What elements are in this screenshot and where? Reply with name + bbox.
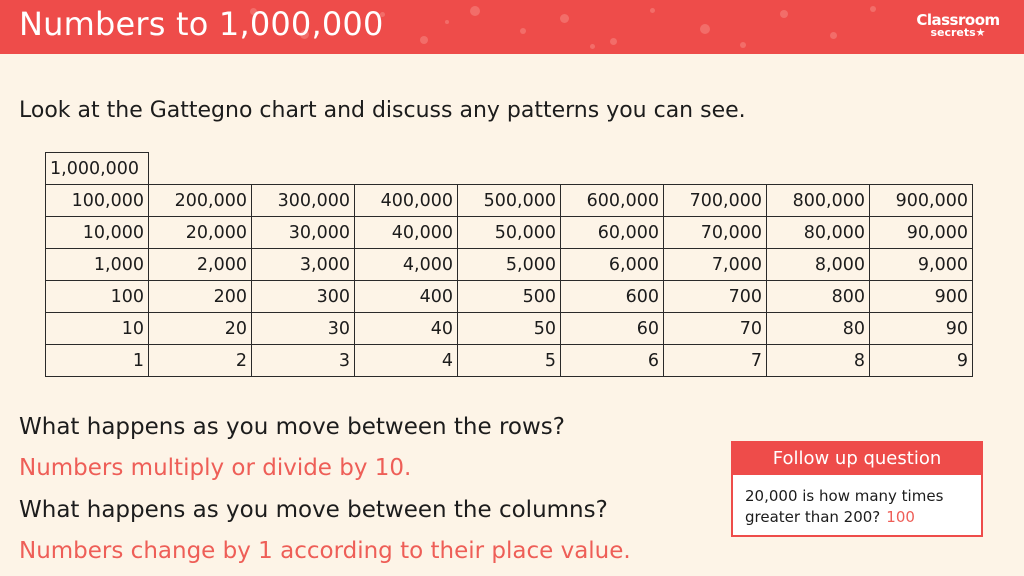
- follow-up-answer: 100: [886, 508, 915, 526]
- gattegno-cell: 600,000: [561, 185, 664, 217]
- gattegno-cell: 100: [46, 281, 149, 313]
- follow-up-text-line2: greater than 200?: [745, 508, 881, 526]
- gattegno-cell: 300: [252, 281, 355, 313]
- gattegno-cell: 40,000: [355, 217, 458, 249]
- gattegno-cell: 6,000: [561, 249, 664, 281]
- logo-line1: Classroom: [916, 11, 1000, 29]
- header-bar: [0, 0, 1024, 54]
- gattegno-cell: 40: [355, 313, 458, 345]
- follow-up-text-line1: 20,000 is how many times: [745, 487, 944, 505]
- gattegno-cell: 9,000: [870, 249, 973, 281]
- table-row: [46, 153, 973, 185]
- gattegno-cell: 9: [870, 345, 973, 377]
- gattegno-cell: 60,000: [561, 217, 664, 249]
- gattegno-cell: 200,000: [149, 185, 252, 217]
- gattegno-cell: 700: [664, 281, 767, 313]
- question-rows: What happens as you move between the rows?: [19, 414, 565, 440]
- follow-up-heading: Follow up question: [733, 443, 981, 475]
- gattegno-cell: 6: [561, 345, 664, 377]
- gattegno-cell: 900: [870, 281, 973, 313]
- gattegno-cell: 400,000: [355, 185, 458, 217]
- answer-rows: Numbers multiply or divide by 10.: [19, 455, 412, 481]
- gattegno-cell: 700,000: [664, 185, 767, 217]
- gattegno-cell: 4,000: [355, 249, 458, 281]
- gattegno-cell: 10,000: [46, 217, 149, 249]
- gattegno-cell: 3,000: [252, 249, 355, 281]
- gattegno-cell: 2,000: [149, 249, 252, 281]
- table-row: [46, 313, 973, 345]
- gattegno-cell: 1,000: [46, 249, 149, 281]
- gattegno-cell: 100,000: [46, 185, 149, 217]
- gattegno-cell: 4: [355, 345, 458, 377]
- table-row: [46, 185, 973, 217]
- gattegno-cell: 80,000: [767, 217, 870, 249]
- classroom-secrets-logo: [914, 13, 1002, 43]
- gattegno-cell: 5: [458, 345, 561, 377]
- gattegno-cell: 8,000: [767, 249, 870, 281]
- gattegno-cell: 500: [458, 281, 561, 313]
- gattegno-cell: 800,000: [767, 185, 870, 217]
- answer-columns: Numbers change by 1 according to their place value.: [19, 538, 631, 564]
- gattegno-cell: 900,000: [870, 185, 973, 217]
- gattegno-cell: 5,000: [458, 249, 561, 281]
- question-columns: What happens as you move between the columns?: [19, 497, 608, 523]
- gattegno-cell: 70: [664, 313, 767, 345]
- gattegno-cell: 60: [561, 313, 664, 345]
- follow-up-box: [731, 441, 983, 537]
- gattegno-cell: 600: [561, 281, 664, 313]
- table-row: [46, 281, 973, 313]
- table-row: [46, 217, 973, 249]
- gattegno-cell: 8: [767, 345, 870, 377]
- gattegno-cell: 50,000: [458, 217, 561, 249]
- gattegno-cell-million: 1,000,000: [46, 153, 149, 185]
- gattegno-cell: 1: [46, 345, 149, 377]
- gattegno-cell: 20,000: [149, 217, 252, 249]
- gattegno-cell: 20: [149, 313, 252, 345]
- gattegno-cell: 90: [870, 313, 973, 345]
- gattegno-cell: 30,000: [252, 217, 355, 249]
- intro-text: Look at the Gattegno chart and discuss any patterns you can see.: [19, 98, 746, 123]
- gattegno-cell: 200: [149, 281, 252, 313]
- gattegno-cell: 800: [767, 281, 870, 313]
- page-title: Numbers to 1,000,000: [19, 5, 384, 43]
- gattegno-cell: 2: [149, 345, 252, 377]
- logo-line2: secrets★: [930, 26, 986, 39]
- gattegno-cell: 7,000: [664, 249, 767, 281]
- gattegno-cell: 300,000: [252, 185, 355, 217]
- follow-up-body: [733, 475, 981, 528]
- gattegno-cell: 50: [458, 313, 561, 345]
- follow-up-text-line2-wrap: [745, 507, 969, 528]
- gattegno-cell: 3: [252, 345, 355, 377]
- gattegno-cell: 90,000: [870, 217, 973, 249]
- gattegno-cell: 7: [664, 345, 767, 377]
- gattegno-cell: 10: [46, 313, 149, 345]
- table-row: [46, 249, 973, 281]
- gattegno-cell: 70,000: [664, 217, 767, 249]
- gattegno-cell: 500,000: [458, 185, 561, 217]
- gattegno-cell: 400: [355, 281, 458, 313]
- gattegno-chart: [45, 152, 973, 377]
- table-row: [46, 345, 973, 377]
- gattegno-cell: 30: [252, 313, 355, 345]
- gattegno-cell: 80: [767, 313, 870, 345]
